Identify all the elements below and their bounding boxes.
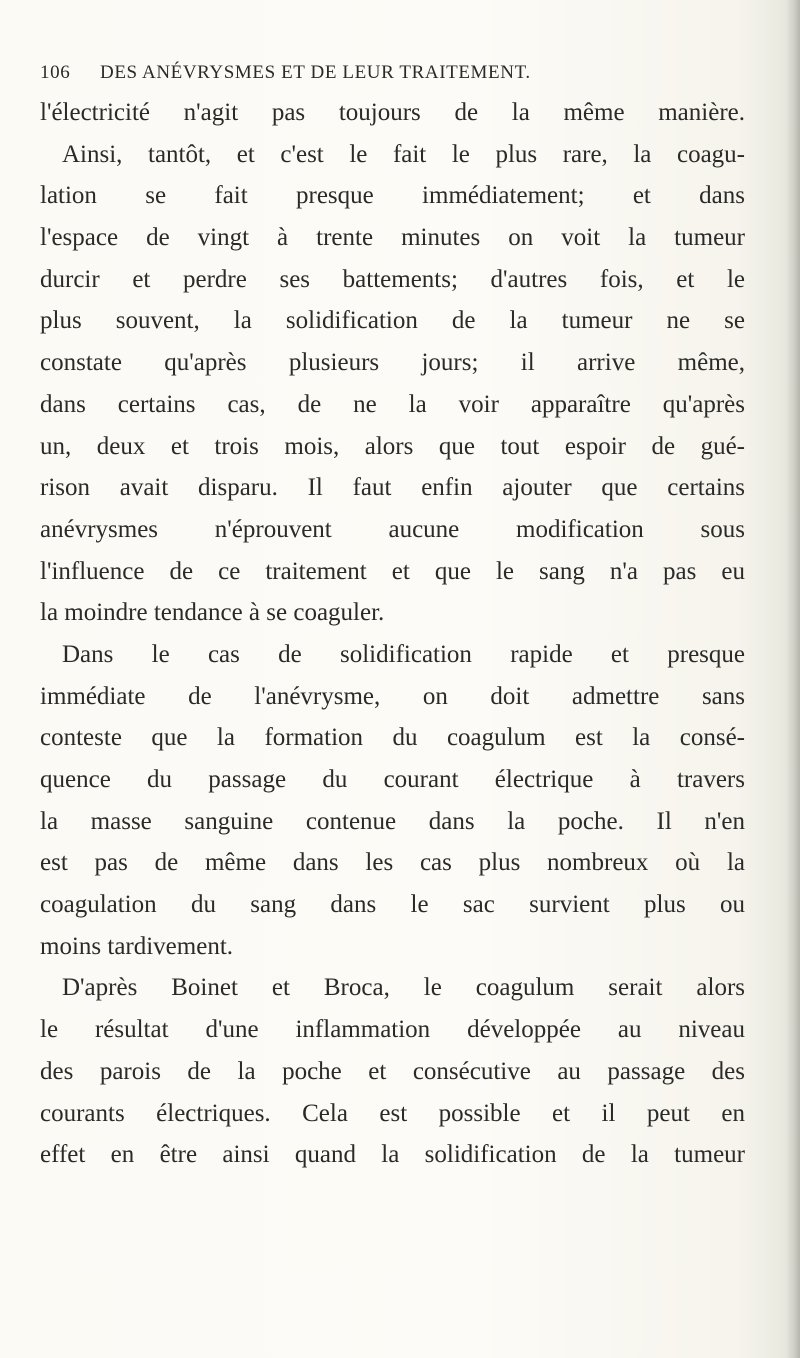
- text-line: anévrysmes n'éprouvent aucune modification sous: [40, 515, 745, 543]
- text-line: lation se fait presque immédiatement; et dans: [40, 182, 745, 210]
- page-number: 106: [40, 62, 71, 83]
- text-line: Dans le cas de solidification rapide et presque: [62, 640, 745, 668]
- text-line: dans certains cas, de ne la voir apparaître qu'après: [40, 390, 745, 418]
- text-line: immédiate de l'anévrysme, on doit admettre sans: [40, 682, 745, 710]
- text-line: plus souvent, la solidification de la tumeur ne se: [40, 307, 745, 335]
- text-line: est pas de même dans les cas plus nombreux où la: [40, 849, 745, 877]
- text-line: durcir et perdre ses battements; d'autres fois, et le: [40, 265, 745, 293]
- page-edge-shadow: [786, 0, 800, 1358]
- running-title: DES ANÉVRYSMES ET DE LEUR TRAITEMENT.: [100, 62, 531, 83]
- text-line: coagulation du sang dans le sac survient plus ou: [40, 891, 745, 919]
- text-line: le résultat d'une inflammation développée au niveau: [40, 1016, 745, 1044]
- text-line: des parois de la poche et consécutive au passage des: [40, 1057, 745, 1085]
- text-line: un, deux et trois mois, alors que tout espoir de gué-: [40, 432, 745, 460]
- paragraph-1: [40, 92, 765, 634]
- text-line: l'électricité n'agit pas toujours de la même manière.: [40, 99, 745, 126]
- text-line: la masse sanguine contenue dans la poche. Il n'en: [40, 807, 745, 835]
- paragraph-2: [40, 634, 765, 968]
- text-line: conteste que la formation du coagulum est la consé-: [40, 724, 745, 752]
- text-line: effet en être ainsi quand la solidification de la tumeur: [40, 1141, 745, 1169]
- running-head: [40, 62, 760, 92]
- text-line: l'espace de vingt à trente minutes on voit la tumeur: [40, 224, 745, 252]
- text-line: quence du passage du courant électrique à travers: [40, 766, 745, 793]
- text-line: la moindre tendance à se coaguler.: [40, 599, 385, 627]
- text-line: D'après Boinet et Broca, le coagulum serait alors: [62, 974, 745, 1002]
- body-text: [40, 92, 765, 1176]
- text-line: courants électriques. Cela est possible et il peut en: [40, 1099, 745, 1127]
- text-line: constate qu'après plusieurs jours; il arrive même,: [40, 349, 745, 377]
- text-line: Ainsi, tantôt, et c'est le fait le plus rare, la coagu-: [62, 140, 745, 168]
- text-line: rison avait disparu. Il faut enfin ajouter que certains: [40, 474, 745, 502]
- paragraph-3: [40, 967, 765, 1175]
- text-line: moins tardivement.: [40, 932, 234, 960]
- text-line: l'influence de ce traitement et que le sang n'a pas eu: [40, 557, 745, 585]
